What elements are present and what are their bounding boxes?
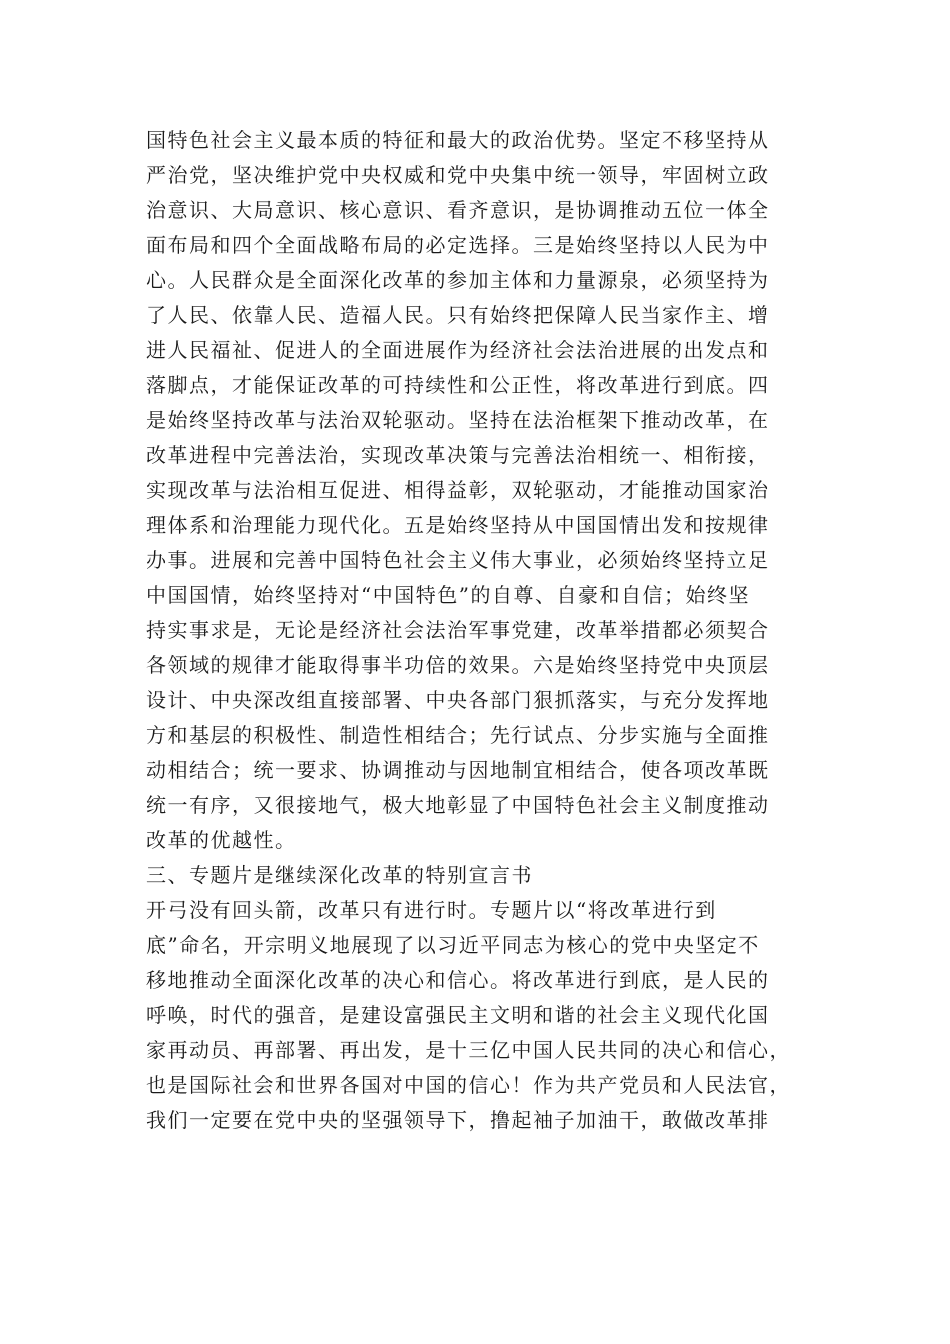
text-line: 开弓没有回头箭，改革只有进行时。专题片以“将改革进行到 (146, 898, 717, 922)
text-line: 统一有序，又很接地气，极大地彰显了中国特色社会主义制度推动 (146, 793, 770, 817)
text-line: 办事。进展和完善中国特色社会主义伟大事业，必须始终坚持立足 (146, 548, 770, 572)
text-line: 我们一定要在党中央的坚强领导下，撸起袖子加油干，敢做改革排 (146, 1108, 770, 1132)
text-line: 了人民、依靠人民、造福人民。只有始终把保障人民当家作主、增 (146, 303, 770, 327)
text-line: 国特色社会主义最本质的特征和最大的政治优势。坚定不移坚持从 (146, 128, 770, 152)
text-line: 动相结合；统一要求、协调推动与因地制宜相结合，使各项改革既 (146, 758, 770, 782)
section-heading: 三、专题片是继续深化改革的特别宣言书 (146, 863, 533, 887)
text-line: 进人民福祉、促进人的全面进展作为经济社会法治进展的出发点和 (146, 338, 770, 362)
text-line: 中国国情，始终坚持对“中国特色”的自尊、自豪和自信；始终坚 (146, 583, 750, 607)
text-line: 设计、中央深改组直接部署、中央各部门狠抓落实，与充分发挥地 (146, 688, 770, 712)
text-line: 改革进程中完善法治，实现改革决策与完善法治相统一、相衔接， (146, 443, 770, 467)
text-line: 落脚点，才能保证改革的可持续性和公正性，将改革进行到底。四 (146, 373, 770, 397)
text-line: 严治党，坚决维护党中央权威和党中央集中统一领导，牢固树立政 (146, 163, 770, 187)
text-line: 各领域的规律才能取得事半功倍的效果。六是始终坚持党中央顶层 (146, 653, 770, 677)
text-line: 家再动员、再部署、再出发，是十三亿中国人民共同的决心和信心， (146, 1038, 791, 1062)
text-line: 心。人民群众是全面深化改革的参加主体和力量源泉，必须坚持为 (146, 268, 770, 292)
text-line: 移地推动全面深化改革的决心和信心。将改革进行到底，是人民的 (146, 968, 770, 992)
text-line: 底”命名，开宗明义地展现了以习近平同志为核心的党中央坚定不 (146, 933, 760, 957)
text-line: 呼唤，时代的强音，是建设富强民主文明和谐的社会主义现代化国 (146, 1003, 770, 1027)
text-line: 也是国际社会和世界各国对中国的信心！作为共产党员和人民法官， (146, 1073, 791, 1097)
text-line: 实现改革与法治相互促进、相得益彰，双轮驱动，才能推动国家治 (146, 478, 770, 502)
text-line: 改革的优越性。 (146, 828, 297, 852)
text-line: 理体系和治理能力现代化。五是始终坚持从中国国情出发和按规律 (146, 513, 770, 537)
text-line: 是始终坚持改革与法治双轮驱动。坚持在法治框架下推动改革，在 (146, 408, 770, 432)
text-line: 方和基层的积极性、制造性相结合；先行试点、分步实施与全面推 (146, 723, 770, 747)
text-line: 持实事求是，无论是经济社会法治军事党建，改革举措都必须契合 (146, 618, 770, 642)
text-line: 面布局和四个全面战略布局的必定选择。三是始终坚持以人民为中 (146, 233, 770, 257)
text-line: 治意识、大局意识、核心意识、看齐意识，是协调推动五位一体全 (146, 198, 770, 222)
